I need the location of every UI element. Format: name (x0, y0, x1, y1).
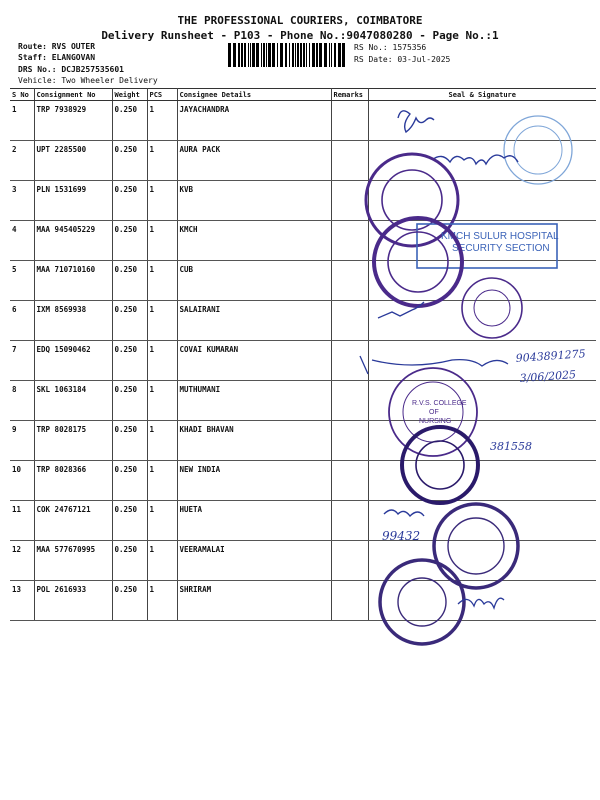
cell-pcs: 1 (147, 501, 177, 541)
table-header-row (10, 89, 596, 101)
cell-seal-signature (368, 421, 596, 461)
barcode-bar (334, 43, 336, 67)
cell-consignee: JAYACHANDRA (177, 101, 331, 141)
barcode-bar (263, 43, 265, 67)
cell-pcs: 1 (147, 221, 177, 261)
cell-consignment-no: MAA 710710160 (34, 261, 112, 301)
cell-pcs: 1 (147, 261, 177, 301)
cell-remarks (331, 581, 368, 621)
barcode-bar (292, 43, 294, 67)
barcode-bar (295, 43, 296, 67)
barcode-bar (324, 43, 327, 67)
col-header-weight: Weight (112, 89, 147, 101)
barcode-bar (300, 43, 302, 67)
barcode-bar (248, 43, 249, 67)
cell-consignment-no: UPT 2285500 (34, 141, 112, 181)
cell-consignee: COVAI KUMARAN (177, 341, 331, 381)
cell-remarks (331, 101, 368, 141)
cell-pcs: 1 (147, 581, 177, 621)
cell-weight: 0.250 (112, 541, 147, 581)
cell-pcs: 1 (147, 141, 177, 181)
barcode-bar (280, 43, 283, 67)
barcode-bar (272, 43, 275, 67)
kmch-stamp-line2: SECURITY SECTION (452, 243, 550, 254)
cell-weight: 0.250 (112, 261, 147, 301)
handwritten-no: 381558 (490, 440, 532, 453)
table-row (10, 141, 596, 181)
cell-consignee: KHADI BHAVAN (177, 421, 331, 461)
table-row (10, 221, 596, 261)
cell-seal-signature (368, 541, 596, 581)
col-header-consignment: Consignment No (34, 89, 112, 101)
cell-seal-signature (368, 221, 596, 261)
table-row (10, 461, 596, 501)
cell-consignment-no: SKL 1063184 (34, 381, 112, 421)
table-row (10, 381, 596, 421)
cell-consignment-no: TRP 7938929 (34, 101, 112, 141)
table-row (10, 341, 596, 381)
barcode-bar (297, 43, 299, 67)
cell-weight: 0.250 (112, 461, 147, 501)
barcode-bar (316, 43, 318, 67)
kmch-stamp-line1: KMCH SULUR HOSPITAL (441, 231, 559, 242)
barcode-bar (252, 43, 255, 67)
cell-consignment-no: TRP 8028366 (34, 461, 112, 501)
barcode-bar (228, 43, 231, 67)
cell-seal-signature (368, 141, 596, 181)
cell-sno: 9 (10, 421, 34, 461)
cell-consignee: VEERAMALAI (177, 541, 331, 581)
barcode-bar (309, 43, 310, 67)
cell-consignee: MUTHUMANI (177, 381, 331, 421)
cell-weight: 0.250 (112, 501, 147, 541)
cell-remarks (331, 141, 368, 181)
cell-weight: 0.250 (112, 341, 147, 381)
cell-weight: 0.250 (112, 581, 147, 621)
cell-weight: 0.250 (112, 101, 147, 141)
cell-remarks (331, 381, 368, 421)
barcode-bar (250, 43, 251, 67)
barcode-bar (277, 43, 278, 67)
barcode-bar (329, 43, 330, 67)
table-row (10, 301, 596, 341)
cell-sno: 5 (10, 261, 34, 301)
cell-consignment-no: IXM 8569938 (34, 301, 112, 341)
col-header-remarks: Remarks (331, 89, 368, 101)
table-row (10, 501, 596, 541)
cell-sno: 13 (10, 581, 34, 621)
barcode-bar (261, 43, 262, 67)
cell-pcs: 1 (147, 421, 177, 461)
cell-consignee: CUB (177, 261, 331, 301)
rvs-nursing-line3: NURSING (419, 418, 452, 425)
cell-remarks (331, 261, 368, 301)
cell-remarks (331, 461, 368, 501)
cell-sno: 12 (10, 541, 34, 581)
drs-label: DRS No.: DCJB257535601 (18, 65, 124, 74)
cell-consignee: KVB (177, 181, 331, 221)
barcode-bar (319, 43, 322, 67)
cell-consignee: NEW INDIA (177, 461, 331, 501)
barcode-bar (331, 43, 332, 67)
cell-sno: 10 (10, 461, 34, 501)
handwritten-date: 3/06/2025 (519, 368, 577, 385)
cell-seal-signature (368, 501, 596, 541)
header-subtitle: Delivery Runsheet - P103 - Phone No.:9047080280 - Page No.:1 (101, 29, 499, 42)
cell-pcs: 1 (147, 101, 177, 141)
cell-sno: 2 (10, 141, 34, 181)
table-row (10, 181, 596, 221)
barcode-bar (238, 43, 240, 67)
cell-pcs: 1 (147, 541, 177, 581)
header-company: THE PROFESSIONAL COURIERS, COIMBATORE (177, 14, 423, 27)
cell-remarks (331, 421, 368, 461)
cell-seal-signature (368, 581, 596, 621)
barcode-bar (244, 43, 246, 67)
cell-sno: 11 (10, 501, 34, 541)
cell-seal-signature (368, 461, 596, 501)
cell-remarks (331, 221, 368, 261)
cell-weight: 0.250 (112, 181, 147, 221)
barcode-bar (289, 43, 290, 67)
barcode-bar (256, 43, 259, 67)
col-header-consignee: Consignee Details (177, 89, 331, 101)
barcode-bar (306, 43, 307, 67)
rs-no-label: RS No.: 1575356 (354, 43, 427, 52)
cell-consignment-no: PLN 1531699 (34, 181, 112, 221)
table-row (10, 421, 596, 461)
cell-pcs: 1 (147, 341, 177, 381)
col-header-seal-signature: Seal & Signature (368, 89, 596, 101)
cell-sno: 3 (10, 181, 34, 221)
cell-weight: 0.250 (112, 141, 147, 181)
cell-pcs: 1 (147, 301, 177, 341)
cell-consignee: HUETA (177, 501, 331, 541)
barcode-bar (303, 43, 305, 67)
cell-pcs: 1 (147, 181, 177, 221)
barcode-bar (338, 43, 341, 67)
table-row (10, 541, 596, 581)
cell-consignee: SALAIRANI (177, 301, 331, 341)
cell-consignee: SHRIRAM (177, 581, 331, 621)
cell-consignment-no: MAA 945405229 (34, 221, 112, 261)
cell-sno: 4 (10, 221, 34, 261)
barcode-bar (233, 43, 236, 67)
cell-sno: 6 (10, 301, 34, 341)
barcode-bar (268, 43, 271, 67)
table-row (10, 261, 596, 301)
barcode-bar (285, 43, 287, 67)
cell-weight: 0.250 (112, 421, 147, 461)
barcode-bar (241, 43, 243, 67)
vehicle-label: Vehicle: Two Wheeler Delivery (18, 76, 158, 85)
cell-weight: 0.250 (112, 381, 147, 421)
barcode-bar (342, 43, 345, 67)
cell-remarks (331, 501, 368, 541)
cell-remarks (331, 181, 368, 221)
staff-label: Staff: ELANGOVAN (18, 53, 96, 62)
cell-seal-signature (368, 101, 596, 141)
cell-sno: 7 (10, 341, 34, 381)
cell-remarks (331, 341, 368, 381)
rvs-nursing-line2: OF (429, 409, 439, 416)
cell-consignment-no: TRP 8028175 (34, 421, 112, 461)
cell-seal-signature (368, 341, 596, 381)
barcode-bar (312, 43, 315, 67)
cell-consignment-no: EDQ 15090462 (34, 341, 112, 381)
handwritten-phone: 9043891275 (515, 347, 587, 365)
col-header-pcs: PCS (147, 89, 177, 101)
route-label: Route: RVS OUTER (18, 42, 96, 51)
cell-remarks (331, 541, 368, 581)
cell-pcs: 1 (147, 381, 177, 421)
cell-consignment-no: COK 24767121 (34, 501, 112, 541)
cell-seal-signature (368, 301, 596, 341)
runsheet-table (10, 88, 596, 621)
cell-weight: 0.250 (112, 301, 147, 341)
cell-sno: 8 (10, 381, 34, 421)
barcode-bar (266, 43, 267, 67)
table-row (10, 101, 596, 141)
cell-consignee: AURA PACK (177, 141, 331, 181)
rvs-nursing-line1: R.V.S. COLLEGE (412, 400, 467, 407)
cell-sno: 1 (10, 101, 34, 141)
cell-seal-signature (368, 261, 596, 301)
handwritten-phone2: 99432 (382, 529, 421, 543)
cell-seal-signature (368, 181, 596, 221)
cell-consignment-no: MAA 577670995 (34, 541, 112, 581)
col-header-sno: S No (10, 89, 34, 101)
cell-pcs: 1 (147, 461, 177, 501)
cell-consignee: KMCH (177, 221, 331, 261)
table-row (10, 581, 596, 621)
barcode (228, 43, 346, 67)
cell-seal-signature (368, 381, 596, 421)
cell-weight: 0.250 (112, 221, 147, 261)
rs-date-label: RS Date: 03-Jul-2025 (354, 55, 451, 64)
cell-remarks (331, 301, 368, 341)
cell-consignment-no: POL 2616933 (34, 581, 112, 621)
